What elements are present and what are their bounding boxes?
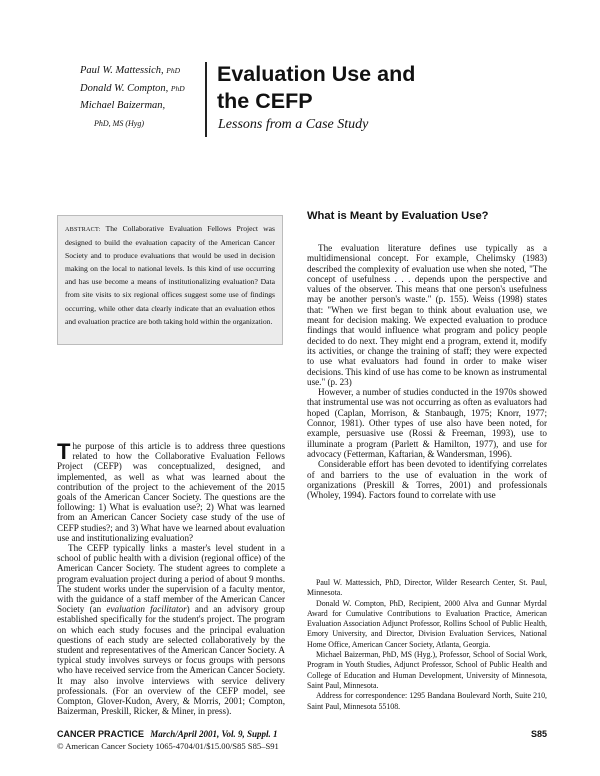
cefp-paragraph [57,543,285,716]
body-paragraph: Considerable effort has been devoted to identifying correlates of and barriers to the use of evaluation in the work of organizations (Preskill & Torres, 2001) and professionals (Wholey, 1994). Factors found to correlate with use [307,459,547,501]
copyright-line: © American Cancer Society 1065-4704/01/$15.00/S85 S85–S91 [57,741,279,751]
drop-cap: T [57,439,71,464]
body-paragraph: However, a number of studies conducted in the 1970s showed that instrumental use was not occurring as often as evaluators had hoped (Caplan, Morrison, & Stanbaugh, 1975; Knorr, 1977; Connor, 1981). Other types of use also have been noted, for example, persuasive use (Rossi & Freeman, 1993), use to illuminate a program (Parlett & Hamilton, 1977), and use for advocacy (Fetterman, Kaftarian, & Wandersman, 1996). [307,387,547,459]
page-footer [57,729,547,739]
intro-paragraph [57,441,285,543]
abstract-box [57,215,283,345]
author-name: Donald W. Compton, [80,82,169,94]
article-subtitle: Lessons from a Case Study [218,117,369,132]
title-divider [205,62,207,137]
cefp-text-b: ) and an advisory group established specifically for the student's project. The program on which each study focuses and the principal evaluation questions of each study are selected collaboratively by the student and representatives of the American Cancer Society. A typical study involves surveys or focus groups with persons who have received service from the American Cancer Society. It may also involve interviews with service delivery professionals. (For an overview of the CEFP model, see Compton, Glover-Kudon, Avery, & Morris, 2001; Compton, Baizerman, Preskill, Ricker, & Miner, in press). [57,604,285,717]
author-degree: PhD [170,83,185,93]
abstract-text: The Collaborative Evaluation Fellows Project was designed to build the evaluation capacity of the American Cancer Society and to produce evaluations that would be used in decision making on the local to national levels. Is this kind of use occurring and has use become a means of institutionalizing evaluation? Data from site visits to six regional offices suggest some use of findings occurring, while other data clearly indicate that an evaluation ethos and evaluation practice are both taking hold within the organization. [65,224,275,326]
author-notes [307,578,547,712]
author-note: Donald W. Compton, PhD, Recipient, 2000 Alva and Gunnar Myrdal Award for Cumulative Contributions to Evaluation Practice, American Evaluation Association Adjunct Professor, Rollins School of Public Health, Emory University, and Director, Division Evaluation Services, National Home Office, American Cancer Society, Atlanta, Georgia. [307,598,547,649]
left-column [57,441,285,716]
journal-name: CANCER PRACTICE [57,729,145,739]
author-1 [80,62,200,80]
author-degree: PhD [166,66,180,75]
author-list [80,62,200,132]
page-number: S85 [530,729,547,739]
author-3-degree: PhD, MS (Hyg) [94,118,144,128]
title-line-2: the CEFP [217,89,313,113]
author-2 [80,80,200,98]
cefp-italic-term: evaluation facilitator [106,604,187,615]
journal-issue: March/April 2001, Vol. 9, Suppl. 1 [150,729,278,739]
author-name: Paul W. Mattessich, [80,65,164,76]
section-heading: What is Meant by Evaluation Use? [307,210,489,222]
author-name: Michael Baizerman, [80,100,166,111]
author-note: Michael Baizerman, PhD, MS (Hyg.), Professor, School of Social Work, Program in Youth Studies, Adjunct Professor, School of Public Health and College of Education and Human Development, University of Minnesota, Saint Paul, Minnesota. [307,650,547,690]
author-3 [80,97,200,115]
author-note: Paul W. Mattessich, PhD, Director, Wilder Research Center, St. Paul, Minnesota. [307,578,547,598]
title-line-1: Evaluation Use and [217,62,416,86]
body-paragraph: The evaluation literature defines use typically as a multidimensional concept. For example, Chelimsky (1983) described the complexity of evaluation use when she noted, "The concept of usefulness . . . depends upon the perspective and values of the observer. This means that one person's usefulness may be another person's waste." (p. 155). Weiss (1998) states that: "When we first began to think about evaluation use, we meant for decision making. We expected evaluation to produce findings that would influence what program and policy people decided to do next. They might end a program, extend it, modify its activities, or change the training of staff; they were expected to use what evaluators had found in order to make wiser decisions. This kind of use has come to be known as instrumental use." (p. 23) [307,243,547,387]
article-title [217,61,577,115]
intro-text: he purpose of this article is to address three questions related to how the Collaborative Evaluation Fellows Project (CEFP) was conceptualized, designed, and implemented, as well as what was learned about the contribution of the project to the achievement of the 2015 goals of the American Cancer Society. The questions are the following: 1) What is evaluation use?; 2) What was learned from an American Cancer Society case study of the use of CEFP studies?; and 3) What have we learned about evaluation use and institutionalizing evaluation? [57,441,285,543]
cefp-text-a: The CEFP typically links a master's level student in a school of public health with a division (regional office) of the American Cancer Society. The student agrees to complete a program evaluation project during a period of about 9 months. The student works under the supervision of a faculty mentor, with the guidance of a staff member of the American Cancer Society (an [57,543,285,615]
right-column [307,243,547,500]
correspondence-note: Address for correspondence: 1295 Bandana Boulevard North, Suite 210, Saint Paul, Minnesota 55108. [307,691,547,711]
abstract-label: ABSTRACT: [65,226,101,233]
